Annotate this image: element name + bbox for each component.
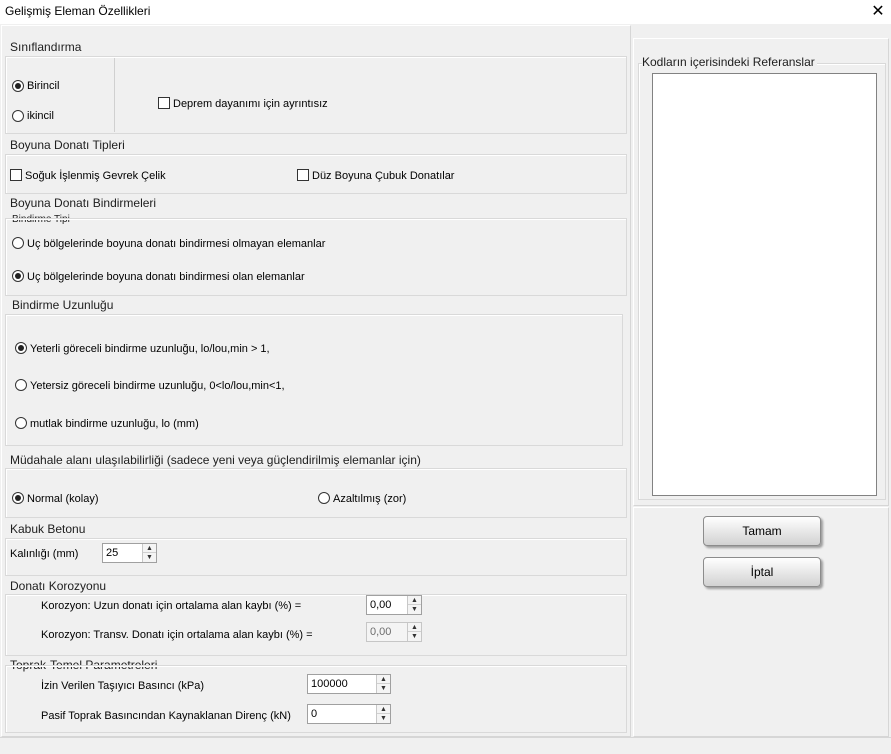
corrosion-long-input[interactable]: [366, 595, 422, 615]
cover-thickness-label: Kalınlığı (mm): [10, 548, 79, 560]
spin-up-icon[interactable]: ▲: [377, 705, 390, 714]
spin-up-icon[interactable]: ▲: [408, 596, 421, 605]
not-detailed-checkbox[interactable]: [158, 97, 170, 109]
secondary-radio[interactable]: [12, 110, 24, 122]
corrosion-trans-spinner: [407, 623, 421, 641]
spin-down-icon[interactable]: ▼: [408, 605, 421, 614]
secondary-label: ikincil: [27, 110, 54, 122]
normal-access-radio[interactable]: [12, 492, 24, 504]
corrosion-trans-value: 0,00: [370, 626, 392, 638]
ok-button[interactable]: Tamam: [703, 516, 821, 546]
splice-with-radio[interactable]: [12, 270, 24, 282]
accessibility-title: Müdahale alanı ulaşılabilirliği (sadece yeni veya güçlendirilmiş elemanlar için): [10, 453, 421, 467]
primary-label: Birincil: [27, 80, 60, 92]
splice-type-title: Bindirme Tipi: [12, 214, 70, 225]
references-list[interactable]: [652, 73, 877, 496]
status-strip: [0, 737, 891, 754]
soil-pressure-spinner: [376, 675, 390, 693]
reduced-access-radio[interactable]: [318, 492, 330, 504]
normal-access-label: Normal (kolay): [27, 493, 99, 505]
reduced-access-label: Azaltılmış (zor): [333, 493, 407, 505]
cover-title: Kabuk Betonu: [10, 522, 86, 536]
splice-length-title: Bindirme Uzunluğu: [12, 298, 114, 312]
absolute-length-radio[interactable]: [15, 417, 27, 429]
primary-radio[interactable]: [12, 80, 24, 92]
spin-down-icon[interactable]: ▼: [143, 553, 156, 562]
sufficient-length-label: Yeterli göreceli bindirme uzunluğu, lo/lou,min > 1,: [30, 343, 270, 355]
soil-passive-label: Pasif Toprak Basıncından Kaynaklanan Direnç (kN): [41, 710, 291, 722]
cold-worked-label: Soğuk İşlenmiş Gevrek Çelik: [25, 170, 166, 182]
smooth-bars-label: Düz Boyuna Çubuk Donatılar: [312, 170, 455, 182]
cover-thickness-spinner: [142, 544, 156, 562]
soil-passive-input[interactable]: [307, 704, 391, 724]
soil-pressure-value: 100000: [311, 678, 348, 690]
close-icon[interactable]: ✕: [871, 3, 885, 20]
corrosion-title: Donatı Korozyonu: [10, 579, 107, 593]
cold-worked-checkbox[interactable]: [10, 169, 22, 181]
corrosion-long-label: Korozyon: Uzun donatı için ortalama alan kaybı (%) =: [41, 600, 302, 612]
soil-pressure-input[interactable]: [307, 674, 391, 694]
spin-down-icon[interactable]: ▼: [408, 632, 421, 641]
references-title: Kodların içerisindeki Referanslar: [642, 55, 815, 69]
splice-type-frame: [5, 218, 627, 296]
lap-splice-title: Boyuna Donatı Bindirmeleri: [10, 196, 157, 210]
spin-up-icon[interactable]: ▲: [408, 623, 421, 632]
classification-divider: [114, 58, 115, 132]
spin-down-icon[interactable]: ▼: [377, 714, 390, 723]
insufficient-length-radio[interactable]: [15, 379, 27, 391]
spin-up-icon[interactable]: ▲: [143, 544, 156, 553]
splice-with-label: Uç bölgelerinde boyuna donatı bindirmesi olan elemanlar: [27, 271, 305, 283]
title-bar: [0, 0, 891, 24]
sufficient-length-radio[interactable]: [15, 342, 27, 354]
corrosion-long-spinner: [407, 596, 421, 614]
smooth-bars-checkbox[interactable]: [297, 169, 309, 181]
soil-pressure-label: İzin Verilen Taşıyıcı Basıncı (kPa): [41, 680, 205, 692]
soil-title: Toprak-Temel Parametreleri: [10, 658, 158, 672]
splice-without-label: Uç bölgelerinde boyuna donatı bindirmesi olmayan elemanlar: [27, 238, 326, 250]
corrosion-long-value: 0,00: [370, 599, 392, 611]
cover-thickness-value: 25: [106, 547, 119, 559]
window-title: Gelişmiş Eleman Özellikleri: [5, 4, 151, 18]
insufficient-length-label: Yetersiz göreceli bindirme uzunluğu, 0<lo/lou,min<1,: [30, 380, 285, 392]
cover-frame: [5, 538, 627, 576]
long-rebar-title: Boyuna Donatı Tipleri: [10, 138, 125, 152]
cancel-button[interactable]: İptal: [703, 557, 821, 587]
corrosion-trans-label: Korozyon: Transv. Donatı için ortalama alan kaybı (%) =: [41, 629, 313, 641]
cover-thickness-input[interactable]: [102, 543, 157, 563]
soil-passive-spinner: [376, 705, 390, 723]
spin-up-icon[interactable]: ▲: [377, 675, 390, 684]
absolute-length-label: mutlak bindirme uzunluğu, lo (mm): [30, 418, 199, 430]
splice-without-radio[interactable]: [12, 237, 24, 249]
corrosion-trans-input[interactable]: [366, 622, 422, 642]
not-detailed-label: Deprem dayanımı için ayrıntısız: [173, 98, 328, 110]
classification-frame: [5, 56, 627, 134]
classification-title: Sınıflandırma: [10, 40, 82, 54]
soil-passive-value: 0: [311, 708, 318, 720]
spin-down-icon[interactable]: ▼: [377, 684, 390, 693]
